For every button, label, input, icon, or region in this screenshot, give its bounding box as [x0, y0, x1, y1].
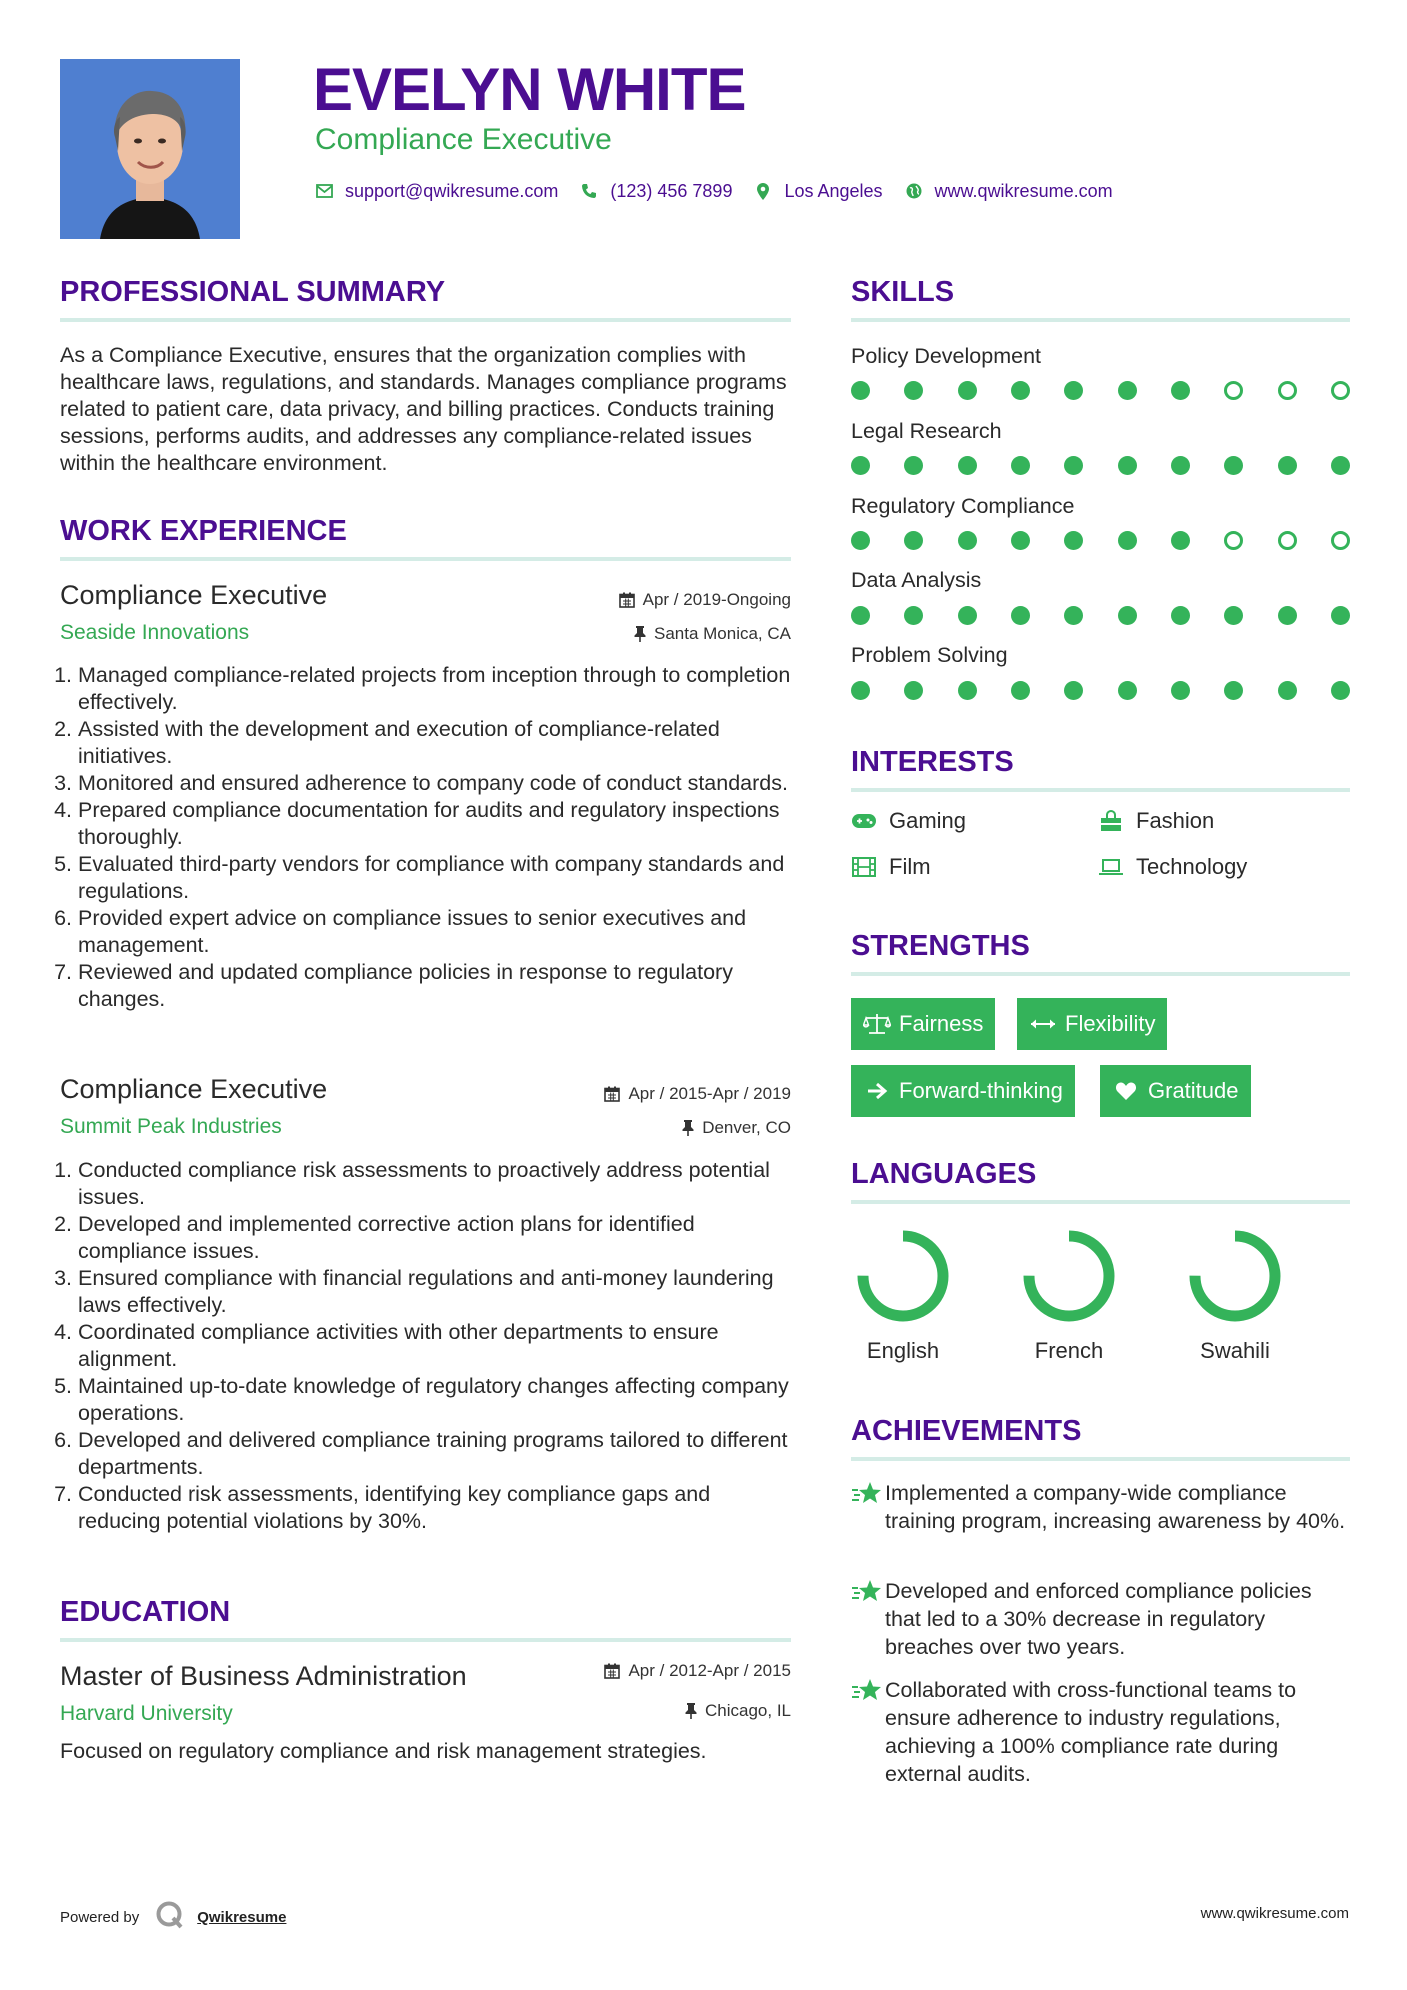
skill-rating	[851, 681, 1350, 701]
skill-dot-filled	[904, 681, 923, 700]
contact-website[interactable]	[905, 181, 1113, 202]
skill-dot-filled	[1064, 381, 1083, 400]
achievement-item	[851, 1479, 1351, 1535]
skill-dot-empty	[1224, 381, 1243, 400]
strength-tag	[1100, 1065, 1251, 1117]
interest-item	[1098, 808, 1214, 834]
skill-dot-filled	[1224, 456, 1243, 475]
skill-dot-empty	[1278, 381, 1297, 400]
languages-heading: LANGUAGES	[851, 1158, 1037, 1190]
skill-dot-empty	[1278, 531, 1297, 550]
phone-icon	[580, 182, 598, 200]
arrows-h-icon	[1029, 1013, 1057, 1035]
contact-email[interactable]	[315, 181, 558, 202]
pushpin-icon	[634, 626, 646, 642]
language-progress-ring	[863, 1236, 943, 1316]
job-location-text: Denver, CO	[702, 1118, 791, 1137]
skill-dot-filled	[1224, 606, 1243, 625]
education-location-text: Chicago, IL	[705, 1701, 791, 1720]
language-name: French	[1034, 1338, 1104, 1363]
language-item	[1170, 1228, 1300, 1364]
skill-name: Policy Development	[851, 344, 1042, 368]
skill-rating	[851, 606, 1350, 626]
skill-dot-filled	[1331, 606, 1350, 625]
strength-label: Forward-thinking	[899, 1078, 1063, 1103]
interest-label: Fashion	[1136, 808, 1215, 833]
skill-dot-filled	[1064, 456, 1083, 475]
interests-heading: INTERESTS	[851, 746, 1014, 778]
skill-dot-filled	[958, 606, 977, 625]
powered-by-label: Powered by	[60, 1908, 140, 1926]
star-icon	[851, 1479, 885, 1535]
skill-dot-filled	[1118, 381, 1137, 400]
footer-website[interactable]: www.qwikresume.com	[1200, 1905, 1349, 1922]
job-title: Compliance Executive	[60, 580, 328, 610]
achievement-text: Developed and enforced compliance policies that led to a 30% decrease in regulatory breaches over two years.	[885, 1579, 1312, 1659]
strengths-heading: STRENGTHS	[851, 930, 1030, 962]
language-name: Swahili	[1200, 1338, 1270, 1363]
skill-dot-filled	[904, 531, 923, 550]
list-item: 6. Developed and delivered compliance training programs tailored to different departments.	[78, 1427, 795, 1481]
skill-dot-filled	[1224, 681, 1243, 700]
gamepad-icon	[851, 810, 877, 832]
location-text: Los Angeles	[784, 180, 883, 201]
job-company: Seaside Innovations	[60, 621, 250, 644]
qwikresume-link[interactable]: Qwikresume	[197, 1908, 287, 1926]
interest-label: Technology	[1136, 854, 1248, 879]
education-location	[685, 1700, 791, 1722]
list-item: 5. Evaluated third-party vendors for compliance with company standards and regulations.	[78, 851, 795, 905]
interest-item	[851, 808, 966, 834]
skill-dot-empty	[1224, 531, 1243, 550]
job-location-text: Santa Monica, CA	[653, 624, 791, 643]
summary-heading: PROFESSIONAL SUMMARY	[60, 276, 446, 308]
website-text: www.qwikresume.com	[934, 180, 1113, 201]
skill-dot-filled	[1064, 531, 1083, 550]
achievements-heading: ACHIEVEMENTS	[851, 1415, 1082, 1447]
skill-rating	[851, 531, 1350, 551]
job-company: Summit Peak Industries	[60, 1115, 282, 1138]
skill-dot-filled	[958, 531, 977, 550]
list-item: 4. Coordinated compliance activities with other departments to ensure alignment.	[78, 1319, 795, 1373]
skill-dot-filled	[851, 381, 870, 400]
email-text: support@qwikresume.com	[345, 180, 559, 201]
qwikresume-logo-icon	[155, 1900, 185, 1934]
list-item: 7. Reviewed and updated compliance policies in response to regulatory changes.	[78, 959, 795, 1013]
interest-item	[851, 854, 931, 880]
skill-dot-filled	[904, 456, 923, 475]
skill-dot-filled	[1331, 456, 1350, 475]
list-item: 3. Monitored and ensured adherence to company code of conduct standards.	[78, 770, 795, 797]
language-progress-ring	[1195, 1236, 1275, 1316]
education-dates-text: Apr / 2012-Apr / 2015	[628, 1661, 791, 1680]
education-dates	[604, 1660, 791, 1682]
heart-icon	[1112, 1080, 1140, 1102]
summary-text: As a Compliance Executive, ensures that the organization complies with healthcare laws, regulations, and standards. Manages compliance programs related to patient care, data privacy, and billing practices. Conducts training sessions, performs audits, and addresses any compliance-related issues within the healthcare environment.	[60, 343, 787, 475]
skill-dot-filled	[1118, 606, 1137, 625]
list-item: 6. Provided expert advice on compliance issues to senior executives and management.	[78, 905, 795, 959]
achievement-text: Collaborated with cross-functional teams to ensure adherence to industry regulations, achieving a 100% compliance rate during external audits.	[885, 1678, 1297, 1786]
job-dates-text: Apr / 2019-Ongoing	[642, 590, 791, 609]
skill-dot-filled	[958, 456, 977, 475]
skill-dot-filled	[1278, 681, 1297, 700]
skill-dot-empty	[1331, 531, 1350, 550]
job-dates	[604, 1083, 791, 1105]
language-item	[838, 1228, 968, 1364]
skill-dot-filled	[1171, 681, 1190, 700]
language-progress-ring	[1029, 1236, 1109, 1316]
skill-dot-filled	[1064, 681, 1083, 700]
skill-dot-filled	[851, 681, 870, 700]
skill-dot-filled	[1011, 606, 1030, 625]
skill-dot-filled	[1331, 681, 1350, 700]
language-name: English	[866, 1338, 940, 1363]
list-item: 1. Conducted compliance risk assessments to proactively address potential issues.	[78, 1157, 795, 1211]
footer-powered-by	[60, 1900, 286, 1934]
skill-dot-filled	[851, 606, 870, 625]
school-name: Harvard University	[60, 1702, 233, 1725]
star-icon	[851, 1577, 885, 1661]
interest-label: Gaming	[889, 808, 967, 833]
skill-name: Regulatory Compliance	[851, 494, 1075, 518]
skill-dot-filled	[958, 381, 977, 400]
skill-dot-filled	[1278, 606, 1297, 625]
achievement-item	[851, 1577, 1351, 1661]
job-dates-text: Apr / 2015-Apr / 2019	[628, 1084, 791, 1103]
job-bullets	[60, 662, 795, 1013]
envelope-icon	[315, 182, 333, 200]
job-bullets	[60, 1157, 795, 1535]
strengths-divider	[851, 972, 1350, 976]
job-location	[634, 623, 791, 645]
strength-label: Gratitude	[1148, 1078, 1239, 1103]
list-item: 2. Developed and implemented corrective action plans for identified compliance issues.	[78, 1211, 795, 1265]
calendar-icon	[604, 1086, 620, 1102]
achievements-divider	[851, 1457, 1350, 1461]
skill-rating	[851, 381, 1350, 401]
interests-divider	[851, 788, 1350, 792]
interest-item	[1098, 854, 1247, 880]
contact-phone[interactable]	[580, 181, 732, 202]
star-icon	[851, 1676, 885, 1788]
skills-divider	[851, 318, 1350, 322]
skill-name: Problem Solving	[851, 643, 1008, 667]
skill-dot-filled	[1011, 381, 1030, 400]
skill-dot-filled	[958, 681, 977, 700]
strength-tag	[851, 1065, 1075, 1117]
skill-dot-filled	[1011, 681, 1030, 700]
language-item	[1004, 1228, 1134, 1364]
list-item: 2. Assisted with the development and execution of compliance-related initiatives.	[78, 716, 795, 770]
laptop-icon	[1098, 856, 1124, 878]
calendar-icon	[619, 592, 635, 608]
skill-dot-filled	[1278, 456, 1297, 475]
contact-bar	[315, 178, 1135, 204]
languages-divider	[851, 1200, 1350, 1204]
film-icon	[851, 856, 877, 878]
skills-heading: SKILLS	[851, 276, 955, 308]
arrow-right-icon	[863, 1080, 891, 1102]
summary-divider	[60, 318, 791, 322]
skill-name: Legal Research	[851, 419, 1002, 443]
map-marker-icon	[754, 182, 772, 200]
skill-dot-filled	[1064, 606, 1083, 625]
candidate-name: EVELYN WHITE	[313, 56, 746, 123]
skill-rating	[851, 456, 1350, 476]
education-description: Focused on regulatory compliance and risk management strategies.	[60, 1739, 707, 1763]
candidate-title: Compliance Executive	[315, 123, 612, 156]
strength-label: Flexibility	[1065, 1011, 1156, 1036]
list-item: 1. Managed compliance-related projects from inception through to completion effectively.	[78, 662, 795, 716]
skill-dot-filled	[1118, 456, 1137, 475]
list-item: 4. Prepared compliance documentation for audits and regulatory inspections thoroughly.	[78, 797, 795, 851]
skill-dot-filled	[1118, 681, 1137, 700]
skill-dot-filled	[1118, 531, 1137, 550]
phone-text: (123) 456 7899	[610, 180, 733, 201]
skill-dot-filled	[1011, 531, 1030, 550]
work-divider	[60, 557, 791, 561]
strength-tag	[851, 998, 995, 1050]
achievement-text: Implemented a company-wide compliance training program, increasing awareness by 40%.	[885, 1481, 1346, 1533]
education-heading: EDUCATION	[60, 1596, 231, 1628]
job-title: Compliance Executive	[60, 1074, 328, 1104]
list-item: 3. Ensured compliance with financial regulations and anti-money laundering laws effectively.	[78, 1265, 795, 1319]
balance-scale-icon	[863, 1013, 891, 1035]
strength-tag	[1017, 998, 1167, 1050]
contact-location	[754, 181, 882, 202]
skill-dot-filled	[1171, 531, 1190, 550]
skill-dot-filled	[1171, 606, 1190, 625]
skill-dot-empty	[1331, 381, 1350, 400]
pushpin-icon	[685, 1703, 697, 1719]
skill-dot-filled	[851, 456, 870, 475]
skill-dot-filled	[1011, 456, 1030, 475]
globe-icon	[905, 182, 923, 200]
calendar-icon	[604, 1663, 620, 1679]
profile-photo	[60, 59, 240, 239]
skill-dot-filled	[1171, 456, 1190, 475]
skill-dot-filled	[904, 606, 923, 625]
shopping-bag-icon	[1098, 810, 1124, 832]
skill-dot-filled	[1171, 381, 1190, 400]
skill-dot-filled	[904, 381, 923, 400]
job-dates	[619, 589, 791, 611]
work-heading: WORK EXPERIENCE	[60, 515, 347, 547]
degree-title: Master of Business Administration	[60, 1661, 467, 1691]
skill-name: Data Analysis	[851, 568, 982, 592]
interest-label: Film	[889, 854, 931, 879]
list-item: 5. Maintained up-to-date knowledge of regulatory changes affecting company operations.	[78, 1373, 795, 1427]
pushpin-icon	[682, 1120, 694, 1136]
achievement-item	[851, 1676, 1351, 1788]
strength-label: Fairness	[899, 1011, 984, 1036]
skill-dot-filled	[851, 531, 870, 550]
education-divider	[60, 1638, 791, 1642]
job-location	[682, 1117, 791, 1139]
list-item: 7. Conducted risk assessments, identifying key compliance gaps and reducing potential violations by 30%.	[78, 1481, 795, 1535]
